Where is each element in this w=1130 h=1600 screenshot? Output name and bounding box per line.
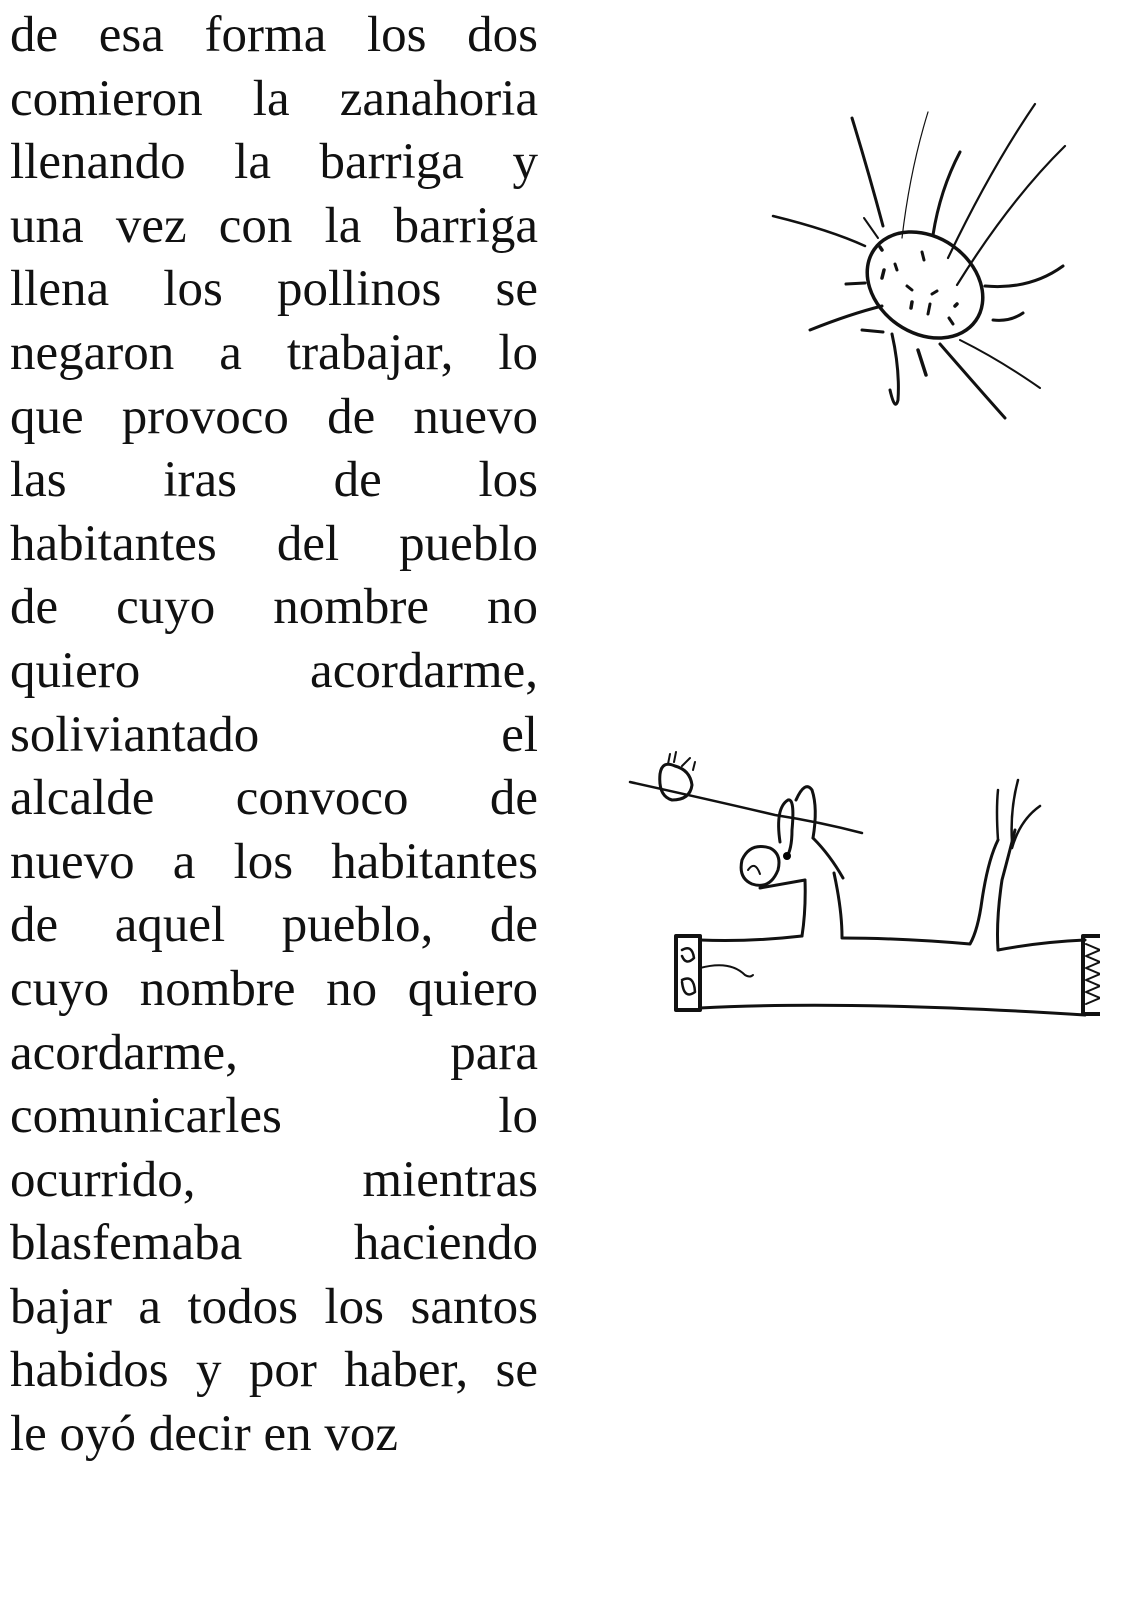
text-line: de aquel pueblo, de (10, 897, 538, 954)
sun-drawing-icon (740, 90, 1070, 420)
text-line: habitantes del pueblo (10, 515, 538, 572)
text-line: comunicarles lo (10, 1088, 538, 1145)
text-line: le oyó decir en voz (10, 1406, 399, 1463)
text-line: nuevo a los habitantes (10, 833, 538, 890)
text-line: quiero acordarme, (10, 642, 538, 699)
text-line: alcalde convoco de (10, 770, 538, 827)
text-line: bajar a todos los santos (10, 1278, 538, 1335)
text-line: habidos y por haber, se (10, 1342, 538, 1399)
text-line: negaron a trabajar, lo (10, 324, 538, 381)
text-line: llenando la barriga y (10, 134, 538, 191)
text-line: ocurrido, mientras (10, 1151, 538, 1208)
text-line: acordarme, para (10, 1024, 538, 1081)
story-text (10, 4, 538, 1467)
text-line: blasfemaba haciendo (10, 1215, 538, 1272)
text-line: de esa forma los dos (10, 7, 538, 63)
text-line: de cuyo nombre no (10, 579, 538, 636)
text-line: una vez con la barriga (10, 197, 538, 254)
text-line: que provoco de nuevo (10, 388, 538, 445)
text-line: cuyo nombre no quiero (10, 960, 538, 1017)
text-line: soliviantado el (10, 706, 538, 763)
donkey-carrot-drawing-icon (600, 730, 1100, 1020)
text-line: las iras de los (10, 452, 538, 509)
text-line: comieron la zanahoria (10, 70, 538, 127)
text-line: llena los pollinos se (10, 261, 538, 318)
